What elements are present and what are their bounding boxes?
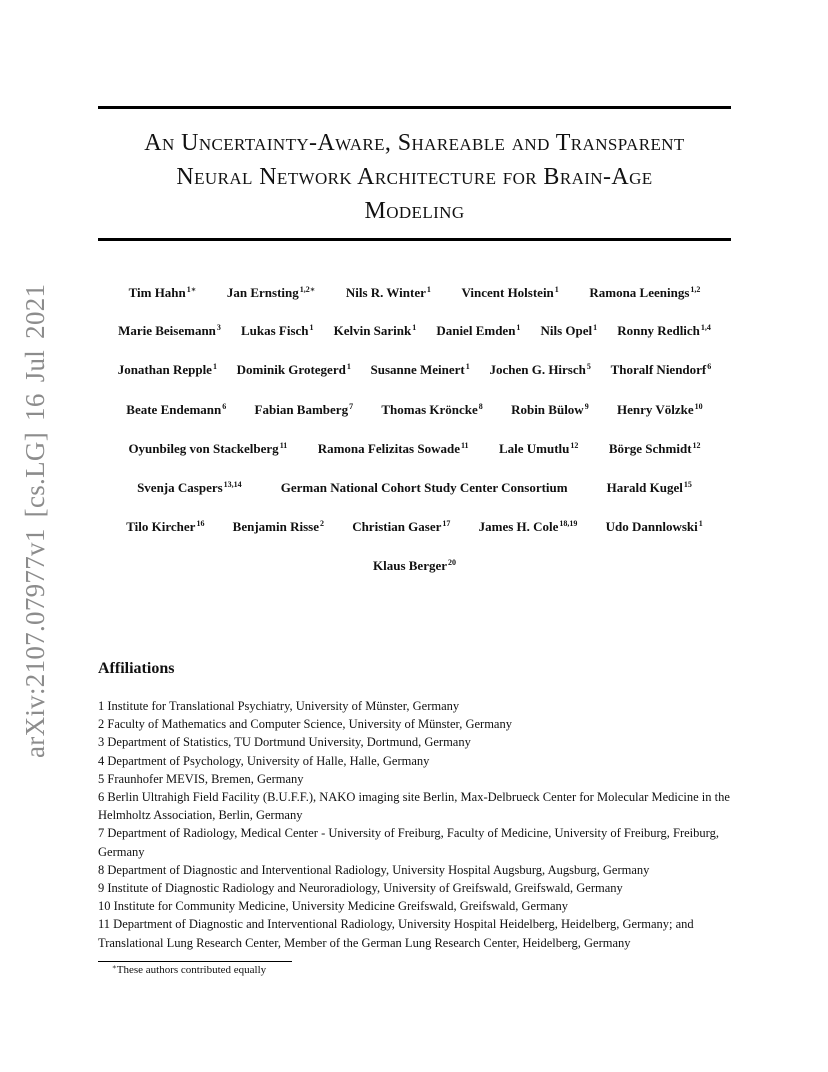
author-name — [511, 402, 589, 418]
paper-title — [98, 126, 731, 228]
affiliation-item: 7 Department of Radiology, Medical Center - University of Freiburg, Faculty of Medicine, University of Freiburg, Freiburg, Germany — [98, 826, 719, 859]
author-affiliation-mark: 1,2 — [690, 285, 701, 294]
author-affiliation-mark: 11 — [460, 440, 469, 450]
author-name — [227, 284, 315, 301]
affiliations-heading: Affiliations — [98, 660, 175, 677]
author-affiliation-mark: 6 — [222, 401, 227, 411]
author-name — [461, 285, 558, 301]
author-row — [98, 402, 731, 441]
affiliation-item: 6 Berlin Ultrahigh Field Facility (B.U.F.F.), NAKO imaging site Berlin, Max-Delbrueck Center for Molecular Medicine in the Helmholtz Association, Berlin, Germany — [98, 790, 730, 823]
author-name — [436, 323, 520, 339]
author-name — [373, 558, 456, 574]
author-name-text: Ramona Leenings — [589, 285, 690, 300]
author-name — [334, 323, 417, 339]
author-name — [255, 402, 354, 418]
author-name — [129, 284, 197, 301]
footnote-text: These authors contributed equally — [116, 964, 267, 976]
author-affiliation-mark: 8 — [478, 401, 483, 411]
author-name-text: Börge Schmidt — [608, 440, 692, 456]
author-name — [589, 285, 700, 301]
author-name-text: Udo Dannlowski — [605, 519, 698, 535]
author-affiliation-mark: 12 — [692, 440, 701, 450]
author-name — [352, 519, 450, 535]
author-name-text: Nils R. Winter — [345, 285, 426, 300]
author-name — [281, 480, 568, 496]
author-name-text: Jochen G. Hirsch — [489, 362, 586, 378]
author-row — [98, 558, 731, 597]
author-affiliation-mark: 1 — [465, 362, 470, 372]
author-name — [346, 285, 431, 301]
author-name-text: Svenja Caspers — [137, 479, 223, 495]
author-affiliation-mark: 1 — [212, 362, 217, 372]
author-affiliation-mark: 12 — [570, 440, 579, 450]
author-row — [98, 441, 731, 480]
author-affiliation-mark: 1 — [426, 285, 431, 294]
author-list — [98, 284, 731, 598]
author-affiliation-mark: 2 — [319, 519, 324, 529]
author-name — [489, 362, 590, 378]
author-name — [137, 480, 242, 496]
footnote — [112, 963, 266, 976]
author-affiliation-mark: 10 — [694, 401, 703, 411]
author-row — [98, 284, 731, 323]
arxiv-identifier: arXiv:2107.07977v1 [cs.LG] 16 Jul 2021 — [20, 283, 50, 758]
author-name — [233, 519, 324, 535]
title-line: Neural Network Architecture for Brain-Age — [176, 164, 653, 190]
affiliation-item: 8 Department of Diagnostic and Interventional Radiology, University Hospital Augsburg, Augsburg, Germany — [98, 862, 650, 877]
author-name-text: Thoralf Niendorf — [610, 362, 707, 378]
affiliations-list — [98, 697, 732, 952]
author-affiliation-mark: 1 — [346, 362, 351, 372]
author-name-text: Ronny Redlich — [617, 323, 700, 339]
affiliation-item: 2 Faculty of Mathematics and Computer Science, University of Münster, Germany — [98, 717, 512, 732]
author-affiliation-mark: 15 — [683, 479, 692, 489]
title-rule-bottom — [98, 238, 731, 241]
author-name-text: Dominik Grotegerd — [236, 362, 346, 378]
author-name-text: Beate Endemann — [126, 401, 222, 417]
author-affiliation-mark: 16 — [196, 519, 205, 529]
author-name-text: Christian Gaser — [352, 519, 442, 535]
author-affiliation-mark: 11 — [279, 440, 288, 450]
author-name — [118, 323, 221, 339]
author-name-text: Jan Ernsting — [226, 285, 299, 300]
title-line: An Uncertainty-Aware, Shareable and Transparent — [144, 130, 685, 156]
author-affiliation-mark: 7 — [349, 401, 354, 411]
author-name — [499, 441, 578, 457]
author-name — [241, 323, 314, 339]
author-affiliation-mark: 18,19 — [559, 519, 578, 529]
author-name — [617, 323, 711, 339]
author-name — [606, 519, 703, 535]
author-row — [98, 323, 731, 362]
author-affiliation-mark: 1∗ — [186, 285, 197, 294]
author-affiliation-mark: 9 — [584, 401, 589, 411]
author-affiliation-mark: 1 — [516, 323, 521, 333]
author-affiliation-mark: 1 — [698, 519, 703, 529]
author-affiliation-mark: 17 — [442, 519, 451, 529]
author-affiliation-mark: 1 — [309, 323, 314, 333]
author-name-text: James H. Cole — [478, 519, 559, 535]
author-name-text: Ramona Felizitas Sowade — [317, 440, 460, 456]
author-row — [98, 362, 731, 401]
author-name-text: Fabian Bamberg — [254, 401, 349, 417]
author-name — [318, 441, 469, 457]
author-name-text: Susanne Meinert — [370, 362, 465, 378]
affiliation-item: 3 Department of Statistics, TU Dortmund University, Dortmund, Germany — [98, 735, 471, 750]
author-name-text: Jonathan Repple — [117, 362, 212, 378]
author-name — [128, 441, 287, 457]
title-rule-top — [98, 106, 731, 109]
author-name — [118, 362, 217, 378]
author-name-text: Lale Umutlu — [498, 440, 570, 456]
author-name-text: Kelvin Sarink — [333, 323, 412, 339]
author-affiliation-mark: 6 — [707, 362, 712, 372]
affiliation-item: 11 Department of Diagnostic and Interventional Radiology, University Hospital Heidelberg, Heidelberg, Germany; and Translational Lung Research Center, Member of the German Lung Research Center, Heidelberg, Germany — [98, 917, 694, 950]
author-name — [126, 402, 226, 418]
affiliation-item: 5 Fraunhofer MEVIS, Bremen, Germany — [98, 771, 304, 786]
title-line: Modeling — [364, 198, 465, 224]
author-name — [607, 480, 692, 496]
author-affiliation-mark: 20 — [448, 558, 456, 568]
author-name — [371, 362, 470, 378]
author-name-text: German National Cohort Study Center Consortium — [280, 479, 568, 495]
author-affiliation-mark: 1 — [554, 285, 559, 294]
author-affiliation-mark: 3 — [216, 323, 221, 333]
author-affiliation-mark: 1 — [412, 323, 417, 333]
author-name-text: Marie Beisemann — [118, 323, 216, 339]
affiliation-item: 1 Institute for Translational Psychiatry, University of Münster, Germany — [98, 699, 460, 713]
author-name-text: Nils Opel — [540, 323, 593, 339]
author-name — [381, 402, 482, 418]
author-name-text: Oyunbileg von Stackelberg — [128, 440, 279, 456]
author-name — [609, 441, 701, 457]
author-name-text: Lukas Fisch — [240, 323, 309, 339]
author-affiliation-mark: 1,4 — [700, 323, 711, 333]
author-row — [98, 480, 731, 519]
author-name-text: Henry Völzke — [616, 401, 694, 417]
author-name-text: Daniel Emden — [436, 323, 516, 339]
author-affiliation-mark: 1 — [593, 323, 598, 333]
affiliation-item: 9 Institute of Diagnostic Radiology and Neuroradiology, University of Greifswald, Greifswald, Germany — [98, 881, 623, 896]
author-row — [98, 519, 731, 558]
affiliation-item: 10 Institute for Community Medicine, University Medicine Greifswald, Greifswald, Germany — [98, 899, 569, 914]
affiliation-item: 4 Department of Psychology, University of Halle, Halle, Germany — [98, 753, 430, 768]
author-name-text: Robin Bülow — [511, 401, 584, 417]
author-name — [611, 362, 712, 378]
author-name — [540, 323, 597, 339]
author-name-text: Vincent Holstein — [461, 285, 554, 300]
author-name-text: Klaus Berger — [372, 558, 447, 574]
footnote-rule — [98, 961, 292, 962]
author-name — [126, 519, 204, 535]
author-affiliation-mark: 1,2∗ — [299, 285, 316, 294]
author-name-text: Tilo Kircher — [126, 519, 196, 535]
author-name — [479, 519, 578, 535]
author-name-text: Thomas Kröncke — [381, 401, 478, 417]
author-name-text: Tim Hahn — [128, 285, 186, 300]
author-name-text: Harald Kugel — [606, 479, 683, 495]
author-name-text: Benjamin Risse — [232, 519, 319, 535]
footnote-mark: ∗ — [112, 963, 117, 971]
author-name — [237, 362, 351, 378]
author-affiliation-mark: 13,14 — [223, 479, 242, 489]
author-affiliation-mark: 5 — [586, 362, 591, 372]
author-name — [617, 402, 703, 418]
